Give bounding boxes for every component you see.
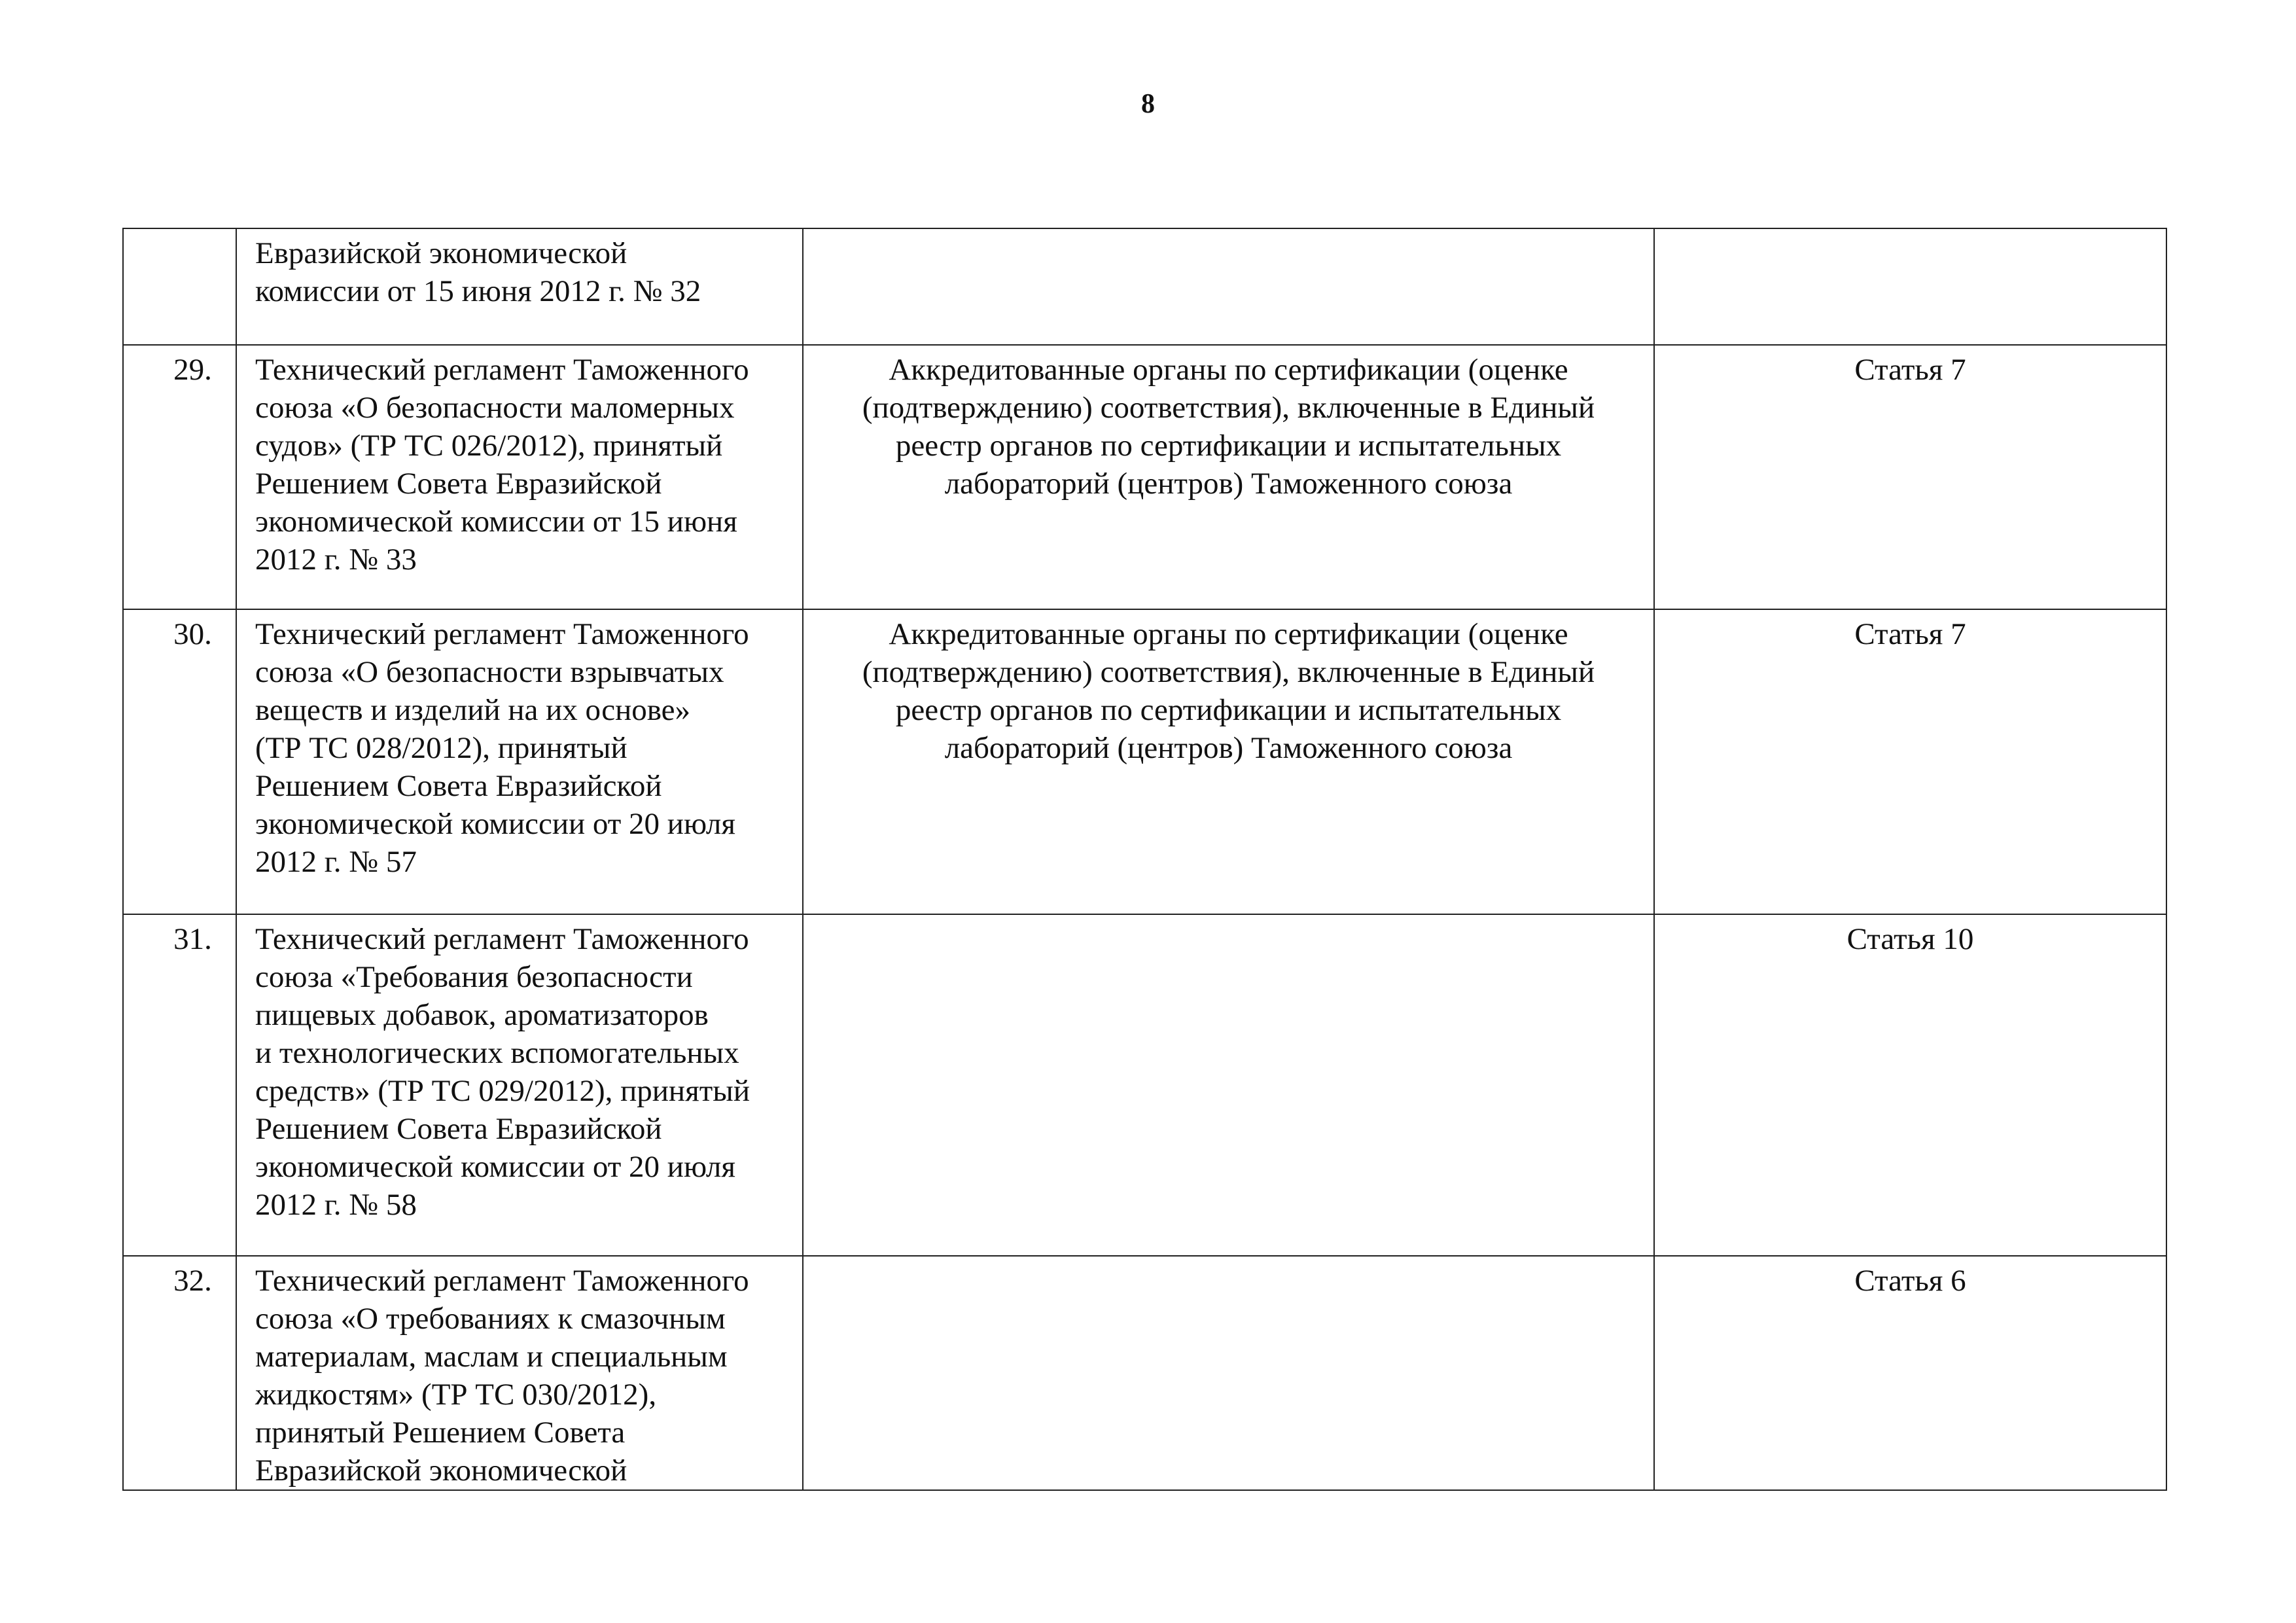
table-row bbox=[123, 914, 2166, 1256]
row-number: 30. bbox=[123, 609, 236, 914]
regulation-document bbox=[236, 228, 803, 345]
table-row bbox=[123, 345, 2166, 609]
row-number: 31. bbox=[123, 914, 236, 1256]
article-reference bbox=[1654, 228, 2166, 345]
certification-bodies bbox=[803, 609, 1654, 914]
regulation-document-text: Евразийской экономической комиссии от 15 июня 2012 г. № 32 bbox=[255, 236, 701, 308]
regulation-document bbox=[236, 345, 803, 609]
article-reference: Статья 7 bbox=[1654, 345, 2166, 609]
article-reference: Статья 6 bbox=[1654, 1256, 2166, 1490]
row-number bbox=[123, 228, 236, 345]
regulations-table bbox=[122, 228, 2167, 1491]
regulation-document-text: Технический регламент Таможенного союза «О требованиях к смазочным материалам, маслам и специальным жидкостям» (ТР ТС 030/2012), принятый Решением Совета Евразийской экономической bbox=[255, 1264, 749, 1488]
certification-bodies-text: Аккредитованные органы по сертификации (оценке (подтверждению) соответствия), включенные в Единый реестр органов по сертификации и испытательных лабораторий (центров) Таможенного союза bbox=[862, 353, 1595, 501]
regulation-document bbox=[236, 1256, 803, 1490]
regulation-document-text: Технический регламент Таможенного союза «О безопасности маломерных судов» (ТР ТС 026/2012), принятый Решением Совета Евразийской экономической комиссии от 15 июня 2012 г. № 33 bbox=[255, 353, 749, 577]
certification-bodies bbox=[803, 228, 1654, 345]
table-row bbox=[123, 609, 2166, 914]
certification-bodies bbox=[803, 345, 1654, 609]
article-reference: Статья 10 bbox=[1654, 914, 2166, 1256]
regulation-document bbox=[236, 609, 803, 914]
regulation-document bbox=[236, 914, 803, 1256]
certification-bodies bbox=[803, 1256, 1654, 1490]
page-number: 8 bbox=[1141, 89, 1155, 119]
certification-bodies bbox=[803, 914, 1654, 1256]
certification-bodies-text: Аккредитованные органы по сертификации (оценке (подтверждению) соответствия), включенные в Единый реестр органов по сертификации и испытательных лабораторий (центров) Таможенного союза bbox=[862, 617, 1595, 765]
regulation-document-text: Технический регламент Таможенного союза «Требования безопасности пищевых добавок, ароматизаторов и технологических вспомогательных средств» (ТР ТС 029/2012), принятый Решением Совета Евразийской экономической комиссии от 20 июля 2012 г. № 58 bbox=[255, 922, 750, 1222]
article-reference: Статья 7 bbox=[1654, 609, 2166, 914]
table-row bbox=[123, 1256, 2166, 1490]
regulation-document-text: Технический регламент Таможенного союза «О безопасности взрывчатых веществ и изделий на их основе» (ТР ТС 028/2012), принятый Решением Совета Евразийской экономической комиссии от 20 июля 2012 г. № 57 bbox=[255, 617, 749, 879]
row-number: 29. bbox=[123, 345, 236, 609]
table-row bbox=[123, 228, 2166, 345]
row-number: 32. bbox=[123, 1256, 236, 1490]
